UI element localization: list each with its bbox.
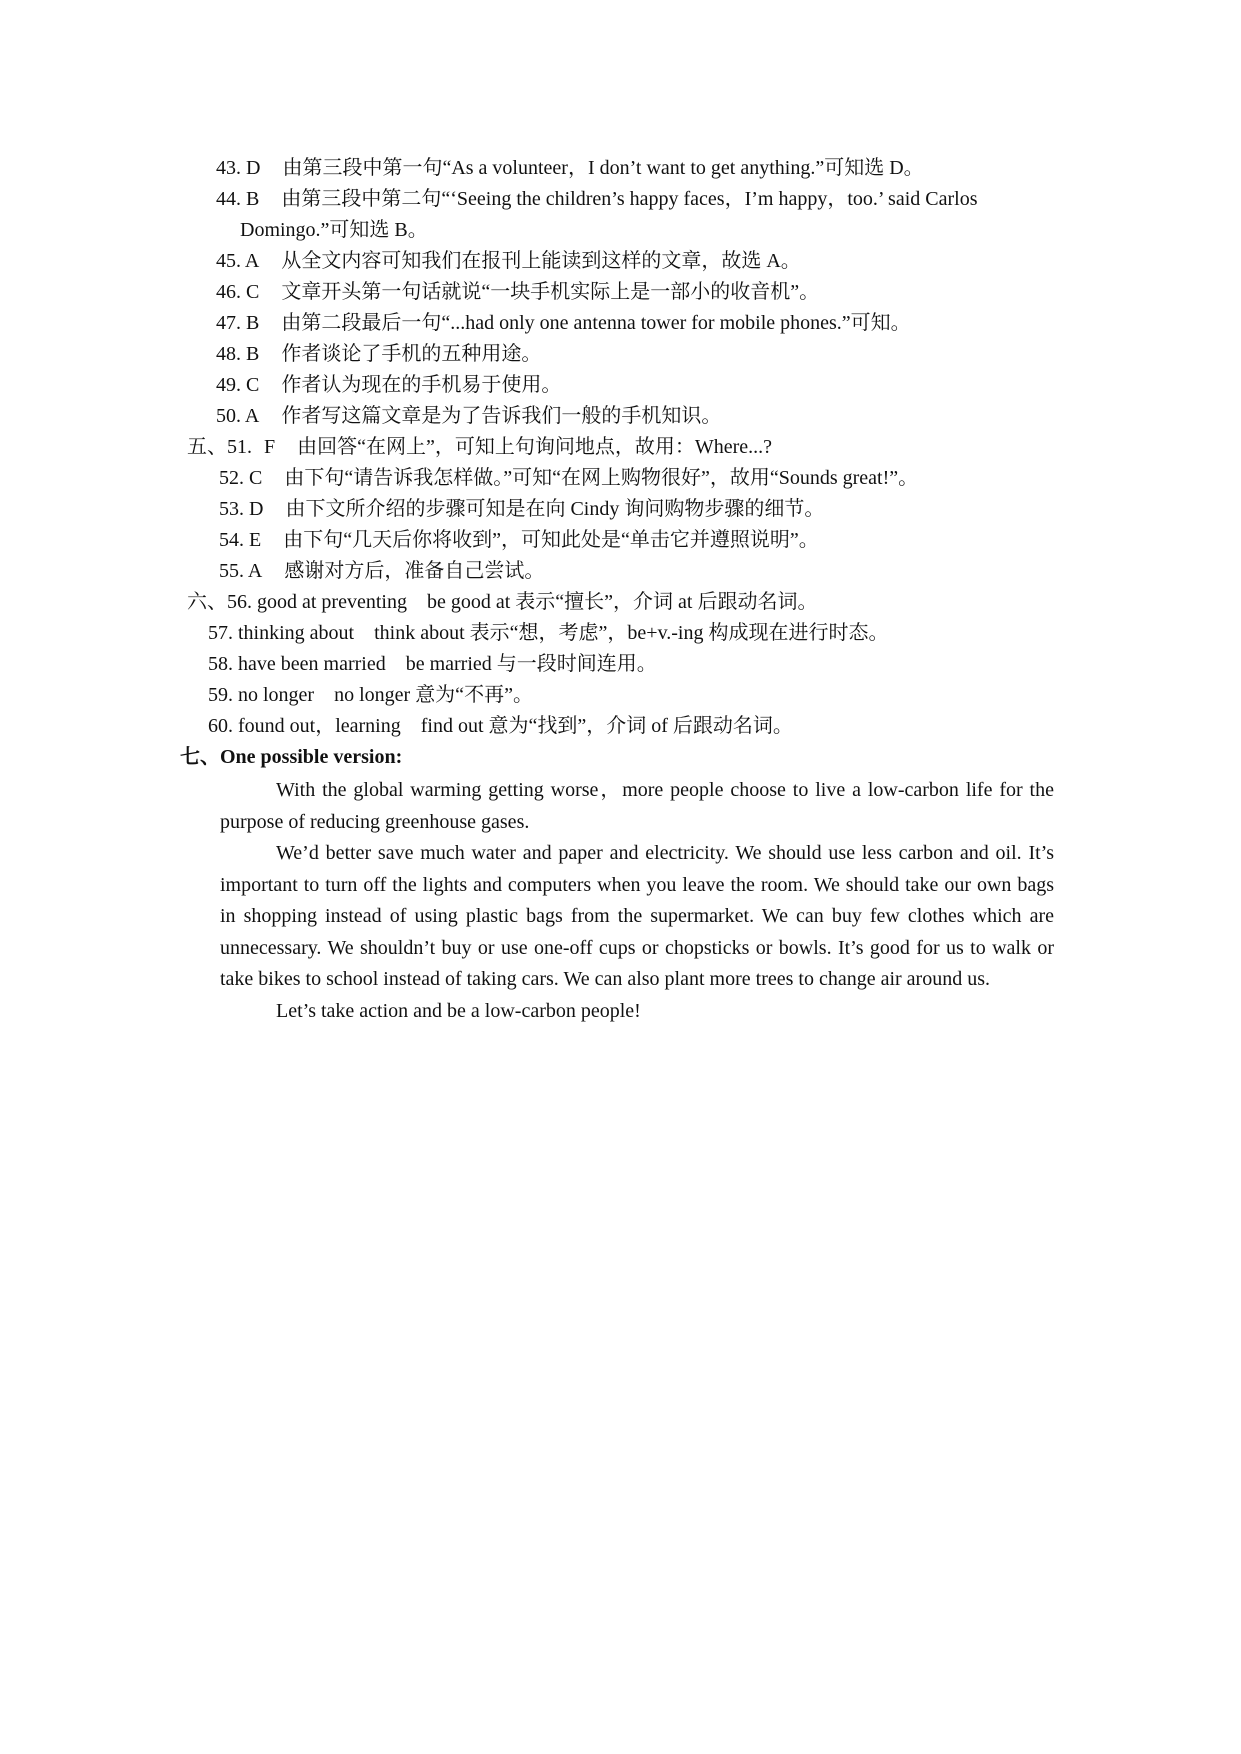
answer-number: 49. C	[216, 374, 260, 396]
answer-number: 57.	[208, 622, 233, 644]
answer-explanation: 由第二段最后一句“...had only one antenna tower for mobile phones.”可知。	[281, 312, 911, 334]
answer-explanation: 从全文内容可知我们在报刊上能读到这样的文章，故选 A。	[281, 250, 801, 272]
answer-explanation: be married 与一段时间连用。	[405, 653, 657, 675]
essay	[220, 775, 1054, 1027]
answer-52	[219, 465, 918, 491]
answer-59	[208, 682, 533, 708]
answer-53	[219, 496, 824, 522]
essay-paragraph: Let’s take action and be a low-carbon people!	[276, 999, 641, 1022]
answer-explanation: 由下句“几天后你将收到”，可知此处是“单击它并遵照说明”。	[283, 529, 819, 551]
heading-text: One possible version:	[220, 746, 403, 768]
answer-explanation: find out 意为“找到”，介词 of 后跟动名词。	[420, 715, 793, 737]
answer-phrase: good at preventing	[257, 591, 407, 613]
answer-number: 48. B	[216, 343, 260, 365]
answer-46	[216, 279, 819, 305]
answer-number: 56.	[227, 591, 252, 613]
answer-explanation: 作者写这篇文章是为了告诉我们一般的手机知识。	[281, 405, 722, 427]
answer-49	[216, 372, 561, 398]
answer-number: 45. A	[216, 250, 260, 272]
essay-paragraph: With the global warming getting worse，more people choose to live a low-carbon life for the purpose of reducing greenhouse gases.	[220, 779, 1054, 833]
answer-explanation-continued: Domingo.”可知选 B。	[240, 219, 428, 241]
answer-number: 54. E	[219, 529, 262, 551]
answer-phrase: no longer	[238, 684, 315, 706]
essay-paragraph: We’d better save much water and paper and electricity. We should use less carbon and oil. It’s important to turn off the lights and computers when you leave the room. We should take our own bags in shopping instead of using plastic bags from the supermarket. We can buy few clothes which are unnecessary. We shouldn’t buy or use one-off cups or chopsticks or bowls. It’s good for us to walk or take bikes to school instead of taking cars. We can also plant more trees to change air around us.	[220, 842, 1054, 990]
answer-number: 43. D	[216, 157, 261, 179]
answer-44-continuation	[240, 217, 428, 243]
answer-60	[208, 713, 793, 739]
answer-number: 47. B	[216, 312, 260, 334]
answer-explanation: be good at 表示“擅长”，介词 at 后跟动名词。	[426, 591, 818, 613]
answer-number: 55. A	[219, 560, 263, 582]
answer-number: 52. C	[219, 467, 263, 489]
answer-explanation: 由下句“请告诉我怎样做。”可知“在网上购物很好”，故用“Sounds great!”。	[284, 467, 919, 489]
answer-number: 58.	[208, 653, 233, 675]
answer-47	[216, 310, 911, 336]
section-label: 六、	[187, 591, 227, 613]
answer-explanation: think about 表示“想，考虑”，be+v.-ing 构成现在进行时态。	[374, 622, 889, 644]
answer-number: 44. B	[216, 188, 260, 210]
answer-number: 53. D	[219, 498, 264, 520]
answer-explanation: 感谢对方后，准备自己尝试。	[284, 560, 545, 582]
answer-explanation: 作者认为现在的手机易于使用。	[281, 374, 562, 396]
answer-number: 60.	[208, 715, 233, 737]
answer-43	[216, 155, 924, 181]
answer-phrase: have been married	[238, 653, 386, 675]
answer-explanation: 由第三段中第一句“As a volunteer，I don’t want to get anything.”可知选 D。	[282, 157, 924, 179]
answer-explanation: no longer 意为“不再”。	[334, 684, 533, 706]
answer-58	[208, 651, 657, 677]
answer-explanation: 由下文所介绍的步骤可知是在向 Cindy 询问购物步骤的细节。	[285, 498, 825, 520]
answer-letter: F	[264, 436, 276, 458]
answer-explanation: 文章开头第一句话就说“一块手机实际上是一部小的收音机”。	[281, 281, 820, 303]
answer-number: 46. C	[216, 281, 260, 303]
answer-57	[208, 620, 888, 646]
answer-55	[219, 558, 544, 584]
answer-54	[219, 527, 819, 553]
section-7-heading	[180, 744, 402, 770]
answer-explanation: 由回答“在网上”，可知上句询问地点，故用：Where...?	[297, 436, 773, 458]
answer-51	[187, 434, 772, 460]
answer-48	[216, 341, 541, 367]
answer-explanation: 由第三段中第二句“‘Seeing the children’s happy faces，I’m happy，too.’ said Carlos	[281, 188, 978, 210]
answer-number: 50. A	[216, 405, 260, 427]
section-label: 七、	[180, 746, 220, 768]
answer-56	[187, 589, 817, 615]
answer-phrase: thinking about	[238, 622, 355, 644]
answer-number: 59.	[208, 684, 233, 706]
answer-45	[216, 248, 801, 274]
answer-phrase: found out，learning	[238, 715, 401, 737]
answer-explanation: 作者谈论了手机的五种用途。	[281, 343, 542, 365]
section-label: 五、51.	[187, 436, 252, 458]
answer-44	[216, 186, 978, 212]
answer-50	[216, 403, 721, 429]
